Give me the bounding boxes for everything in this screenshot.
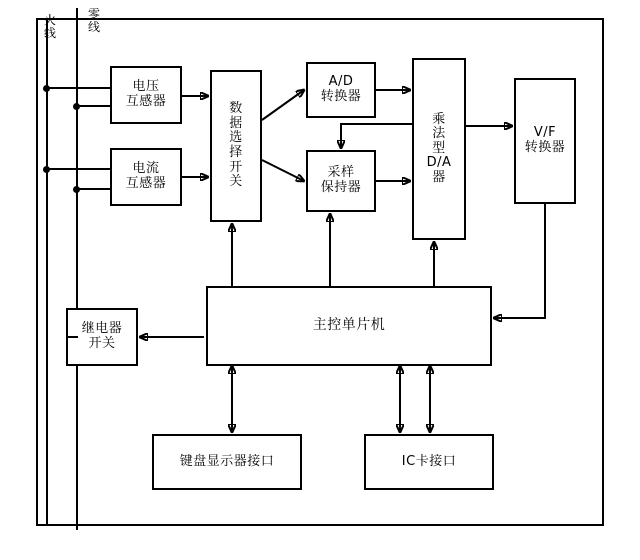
block-sample-hold[interactable]: [306, 150, 376, 212]
block-current-transformer[interactable]: [110, 148, 182, 206]
junction-dot-neutral-current: [73, 186, 80, 193]
block-voltage-transformer[interactable]: [110, 66, 182, 124]
block-ad-converter[interactable]: [306, 62, 376, 118]
block-vf-converter[interactable]: [514, 78, 576, 204]
block-main-mcu-label: 主控单片机: [312, 317, 386, 334]
junction-dot-live-voltage: [43, 85, 50, 92]
block-main-mcu[interactable]: [206, 286, 492, 366]
block-ad-converter-label: A/D 转换器: [320, 74, 362, 104]
block-multiplying-dac-label: 乘 法 型 D/A 器: [426, 111, 452, 185]
block-sample-hold-label: 采样 保持器: [320, 165, 362, 195]
junction-dot-neutral-voltage: [73, 103, 80, 110]
block-relay-switch-label: 继电器 开关: [81, 321, 123, 351]
block-ic-card-interface[interactable]: [364, 434, 494, 490]
live-wire-label: 火 线: [43, 13, 56, 40]
block-current-transformer-label: 电流 互感器: [125, 161, 167, 191]
block-keyboard-display-interface-label: 键盘显示器接口: [179, 453, 275, 469]
block-data-select-switch-label: 数 据 选 择 开 关: [229, 101, 243, 190]
block-vf-converter-label: V/F 转换器: [524, 125, 566, 155]
junction-dot-live-current: [43, 166, 50, 173]
block-voltage-transformer-label: 电压 互感器: [125, 79, 167, 109]
live-wire-line: [46, 18, 48, 526]
block-multiplying-dac[interactable]: [412, 58, 466, 240]
block-ic-card-interface-label: IC卡接口: [401, 453, 457, 469]
neutral-wire-line: [76, 8, 78, 530]
block-keyboard-display-interface[interactable]: [152, 434, 302, 490]
neutral-wire-label: 零 线: [87, 7, 100, 34]
block-data-select-switch[interactable]: [210, 70, 262, 222]
block-relay-switch[interactable]: [66, 308, 138, 366]
